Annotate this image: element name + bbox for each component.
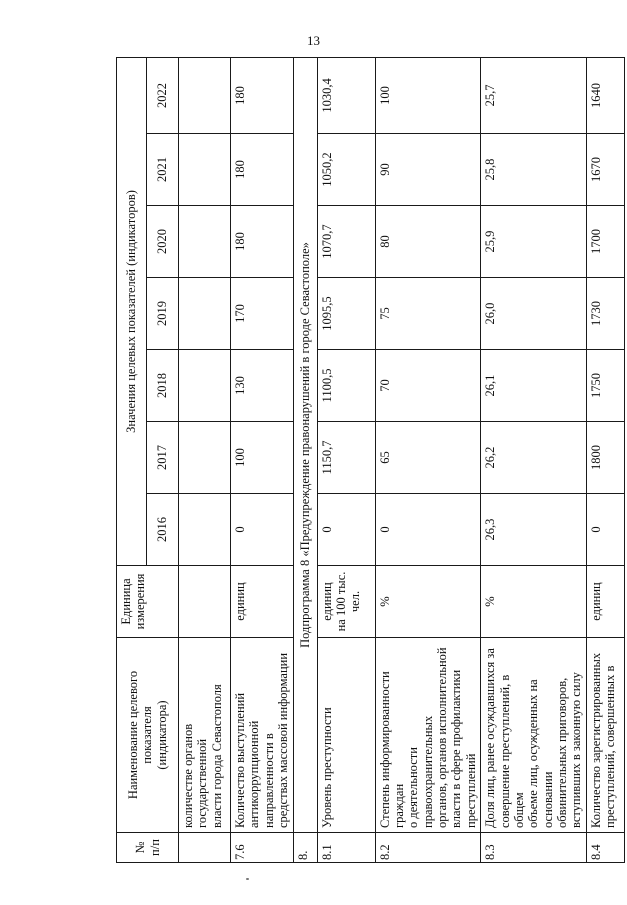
row-value xyxy=(179,57,231,133)
row-value: 80 xyxy=(375,206,481,278)
row-value xyxy=(179,134,231,206)
row-value: 180 xyxy=(231,206,294,278)
row-value: 25,7 xyxy=(481,57,587,133)
header-num-line2: п/п xyxy=(147,839,162,856)
table-row xyxy=(179,57,231,862)
row-value xyxy=(179,494,231,566)
table-row xyxy=(481,57,587,862)
header-year: 2016 xyxy=(147,494,179,566)
row-value: 1670 xyxy=(586,134,624,206)
header-unit xyxy=(117,566,179,638)
row-name-line: власти в сфере профилактики xyxy=(449,669,464,828)
row-name-line: средствах массовой информации xyxy=(276,652,291,828)
row-name-line: количестве органов государственной xyxy=(181,723,210,828)
row-value: 100 xyxy=(375,57,481,133)
row-unit-line: на 100 тыс. xyxy=(333,571,348,632)
row-name-line: Количество выступлений xyxy=(233,692,247,828)
row-value xyxy=(179,278,231,350)
row-name-line: Степень информированности граждан xyxy=(377,671,406,828)
row-name xyxy=(481,638,587,833)
row-name xyxy=(231,638,294,833)
row-unit-line: чел. xyxy=(348,590,363,613)
row-value: 26,1 xyxy=(481,350,587,422)
row-value xyxy=(179,422,231,494)
row-unit-line: % xyxy=(483,596,498,607)
row-unit xyxy=(375,566,481,638)
row-value: 1070,7 xyxy=(317,206,375,278)
header-year: 2020 xyxy=(147,206,179,278)
table-row xyxy=(375,57,481,862)
row-name-line: органов, органов исполнительной xyxy=(435,647,449,828)
row-value: 90 xyxy=(375,134,481,206)
row-value: 1100,5 xyxy=(317,350,375,422)
header-values-group: Значения целевых показателей (индикаторов) xyxy=(117,57,147,565)
row-unit xyxy=(317,566,375,638)
row-value: 0 xyxy=(586,494,624,566)
row-name-line: Количество зарегистрированных xyxy=(588,652,603,828)
row-num: 7.6 xyxy=(231,833,294,863)
row-unit-line: % xyxy=(377,596,392,607)
row-value: 1750 xyxy=(586,350,624,422)
row-name-line: о деятельности правоохранительных xyxy=(406,715,435,828)
row-value: 180 xyxy=(231,57,294,133)
row-num: 8.1 xyxy=(317,833,375,863)
header-year: 2017 xyxy=(147,422,179,494)
row-value xyxy=(179,350,231,422)
row-name-line: преступлений, совершенных в xyxy=(603,665,618,828)
row-value: 170 xyxy=(231,278,294,350)
row-unit-line: единиц xyxy=(233,582,247,621)
header-unit-line2: измерения xyxy=(133,573,148,630)
row-value: 0 xyxy=(375,494,481,566)
row-value: 25,8 xyxy=(481,134,587,206)
header-name xyxy=(117,638,179,833)
row-name-line: обвинительных приговоров, xyxy=(555,677,569,828)
header-year: 2019 xyxy=(147,278,179,350)
table-row xyxy=(586,57,624,862)
rotated-table-container xyxy=(116,58,623,863)
row-value: 1730 xyxy=(586,278,624,350)
row-name-line: вступивших в законную силу xyxy=(569,672,584,828)
row-value: 0 xyxy=(317,494,375,566)
row-value: 1050,2 xyxy=(317,134,375,206)
row-name xyxy=(375,638,481,833)
row-num: 8.3 xyxy=(481,833,587,863)
row-value: 1095,5 xyxy=(317,278,375,350)
header-year: 2021 xyxy=(147,134,179,206)
row-value: 26,2 xyxy=(481,422,587,494)
row-name-line: Уровень преступности xyxy=(319,707,334,828)
row-name xyxy=(317,638,375,833)
row-value: 25,9 xyxy=(481,206,587,278)
row-num: 8. xyxy=(293,833,317,863)
header-num-line1: № xyxy=(133,841,148,854)
table-row xyxy=(317,57,375,862)
row-value: 1700 xyxy=(586,206,624,278)
row-name-line: объеме лиц, осужденных на основании xyxy=(526,679,555,828)
row-num xyxy=(179,833,231,863)
page-number: 13 xyxy=(307,33,320,48)
row-unit xyxy=(179,566,231,638)
row-value xyxy=(179,206,231,278)
section-row xyxy=(293,57,317,862)
row-value: 1030,4 xyxy=(317,57,375,133)
row-value: 130 xyxy=(231,350,294,422)
row-value: 100 xyxy=(231,422,294,494)
row-unit xyxy=(231,566,294,638)
indicators-table xyxy=(116,57,625,863)
row-value: 26,3 xyxy=(481,494,587,566)
row-value: 65 xyxy=(375,422,481,494)
row-unit-line: единиц xyxy=(319,582,334,621)
row-name-line: совершение преступлений, в общем xyxy=(497,674,526,828)
section-title: Подпрограмма 8 «Предупреждение правонарушений в городе Севастополе» xyxy=(293,57,317,832)
row-value: 1640 xyxy=(586,57,624,133)
row-value: 70 xyxy=(375,350,481,422)
table-row xyxy=(231,57,294,862)
row-value: 1150,7 xyxy=(317,422,375,494)
row-unit xyxy=(481,566,587,638)
row-name-line: власти города Севастополя xyxy=(209,684,224,828)
row-value: 1800 xyxy=(586,422,624,494)
row-num: 8.2 xyxy=(375,833,481,863)
row-name-line: Доля лиц, ранее осуждавшихся за xyxy=(483,648,498,828)
row-unit-line: единиц xyxy=(588,582,603,621)
row-name xyxy=(179,638,231,833)
header-name-line1: Наименование целевого показателя xyxy=(125,670,155,800)
row-name xyxy=(586,638,624,833)
header-num xyxy=(117,833,179,863)
header-name-line2: (индикатора) xyxy=(154,700,169,770)
header-unit-line1: Единица xyxy=(119,578,133,625)
row-value: 75 xyxy=(375,278,481,350)
header-year: 2022 xyxy=(147,57,179,133)
table-header xyxy=(117,57,179,862)
row-value: 0 xyxy=(231,494,294,566)
row-value: 26,0 xyxy=(481,278,587,350)
row-name-line: антикоррупционной направленности в xyxy=(247,720,276,828)
row-unit xyxy=(586,566,624,638)
scan-speck xyxy=(246,878,249,880)
row-name-line: преступлений xyxy=(463,753,478,828)
header-year: 2018 xyxy=(147,350,179,422)
row-value: 180 xyxy=(231,134,294,206)
row-num: 8.4 xyxy=(586,833,624,863)
